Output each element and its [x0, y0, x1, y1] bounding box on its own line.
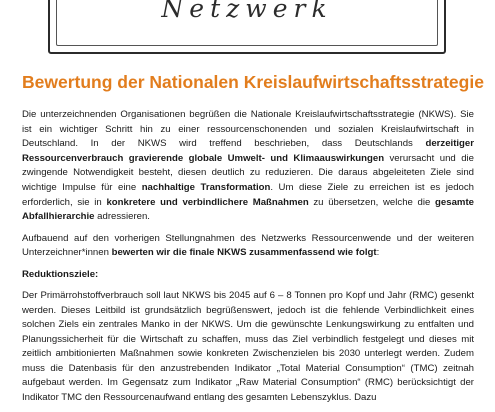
bold-text: gesamte Abfallhierarchie — [22, 196, 474, 223]
text-run: Die unterzeichnenden Organisationen begrüßen die Nationale Kreislaufwirtschaftsstrategie (NKWS). Sie ist ein wichtiger Schritt hin zu einer ressourcenschonenden und sozialen Kreislaufwirtschaft in Deutschland. In der NKWS wird treffend beschrieben, dass Deutschlands — [22, 109, 474, 150]
document-body — [22, 108, 474, 412]
text-run: adressieren. — [94, 211, 150, 223]
logo-frame — [48, 0, 446, 54]
assessment-paragraph — [22, 232, 474, 261]
text-run: Aufbauend auf den vorherigen Stellungnahmen des Netzwerks Ressourcenwende und der weiteren Unterzeichner*innen — [22, 232, 474, 259]
logo-subtitle: Netzwerk — [161, 0, 333, 23]
bold-text: derzeitiger Ressourcenverbrauch gravierende globale Umwelt- und Klimaauswirkungen — [22, 138, 474, 164]
intro-paragraph — [22, 108, 474, 225]
bold-text: nachhaltige Transformation — [141, 181, 271, 193]
reduction-targets-paragraph: Der Primärrohstoffverbrauch soll laut NKWS bis 2045 auf 6 – 8 Tonnen pro Kopf und Jahr (RMC) gesenkt werden. Dieses Leitbild ist grundsätzlich begrüßenswert, jedoch ist die fehlende Verbindlichkeit eines solchen Ziels ein zentrales Manko in der NKWS. Um die gewünschte Lenkungswirkung zu entfalten und Planungssicherheit für die Wirtschaft zu schaffen, muss das Ziel verbindlich festgelegt und dieses mit zeitlich ambitionierten Maßnahmen sowie konkreten Zwischenzielen bis 2030 unterlegt werden. Zudem muss die Datenbasis für den anzustrebenden Indikator „Total Material Consumption“ (TMC) zeitnah aufgebaut werden. Im Gegensatz zum Indikator „Raw Material Consumption“ (RMC) berücksichtigt der Indikator TMC den Ressourcenaufwand entlang des gesamten Lebenszyklus. Dazu — [22, 289, 474, 404]
document-title: Bewertung der Nationalen Kreislaufwirtschaftsstrategie — [22, 72, 484, 92]
bold-text: konkretere und verbindlichere Maßnahmen — [106, 196, 309, 208]
text-run: . Um diese Ziele zu erreichen ist es jedoch erforderlich, sie in — [22, 181, 474, 208]
text-run: verursacht und die zwingende Notwendigkeit besteht, diesen deutlich zu reduzieren. Die daraus abgeleiteten Ziele sind wichtige Impulse für eine — [22, 152, 475, 193]
bold-text: bewerten wir die finale NKWS zusammenfassend wie folgt — [111, 247, 377, 259]
logo — [0, 0, 495, 62]
text-run: : — [376, 247, 380, 259]
section-heading: Reduktionsziele: — [22, 268, 99, 280]
text-run: zu übersetzen, welche die — [308, 196, 436, 208]
